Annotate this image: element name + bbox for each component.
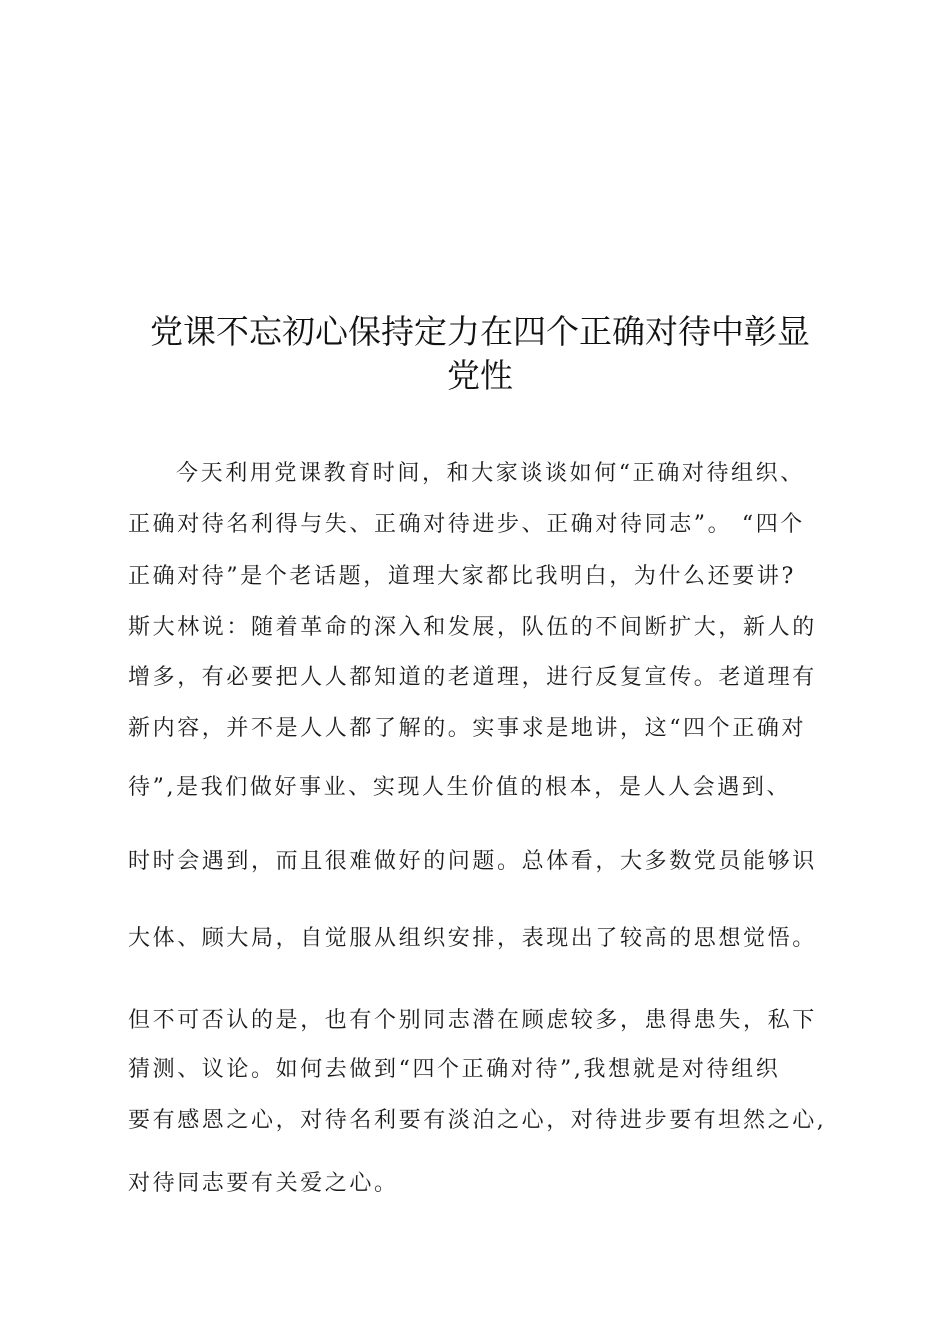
document-title-line-2: 党性 [447, 356, 513, 395]
body-line-6: 新内容，并不是人人都了解的。实事求是地讲，这“四个正确对 [128, 716, 807, 741]
body-line-2: 正确对待名利得与失、正确对待进步、正确对待同志”。 “四个 [128, 512, 805, 537]
body-line-1: 今天利用党课教育时间，和大家谈谈如何“正确对待组织、 [176, 461, 805, 486]
body-line-8: 时时会遇到，而且很难做好的问题。总体看，大多数党员能够识 [128, 849, 817, 874]
body-line-9: 大体、顾大局，自觉服从组织安排，表现出了较高的思想觉悟。 [128, 926, 817, 951]
body-line-10: 但不可否认的是，也有个别同志潜在顾虑较多，患得患失，私下 [128, 1008, 817, 1033]
body-line-12: 要有感恩之心，对待名利要有淡泊之心，对待进步要有坦然之心, [128, 1108, 827, 1133]
body-line-7: 待”,是我们做好事业、实现人生价值的根本，是人人会遇到、 [128, 775, 792, 800]
body-line-5: 增多，有必要把人人都知道的老道理，进行反复宣传。老道理有 [128, 665, 817, 690]
body-line-3: 正确对待”是个老话题，道理大家都比我明白，为什么还要讲? [128, 564, 796, 589]
document-title-line-1: 党课不忘初心保持定力在四个正确对待中彰显 [150, 312, 810, 351]
body-line-13: 对待同志要有关爱之心。 [128, 1171, 399, 1196]
body-line-4: 斯大林说：随着革命的深入和发展，队伍的不间断扩大，新人的 [128, 615, 817, 640]
body-line-11: 猜测、议论。如何去做到“四个正确对待”,我想就是对待组织 [128, 1057, 781, 1082]
